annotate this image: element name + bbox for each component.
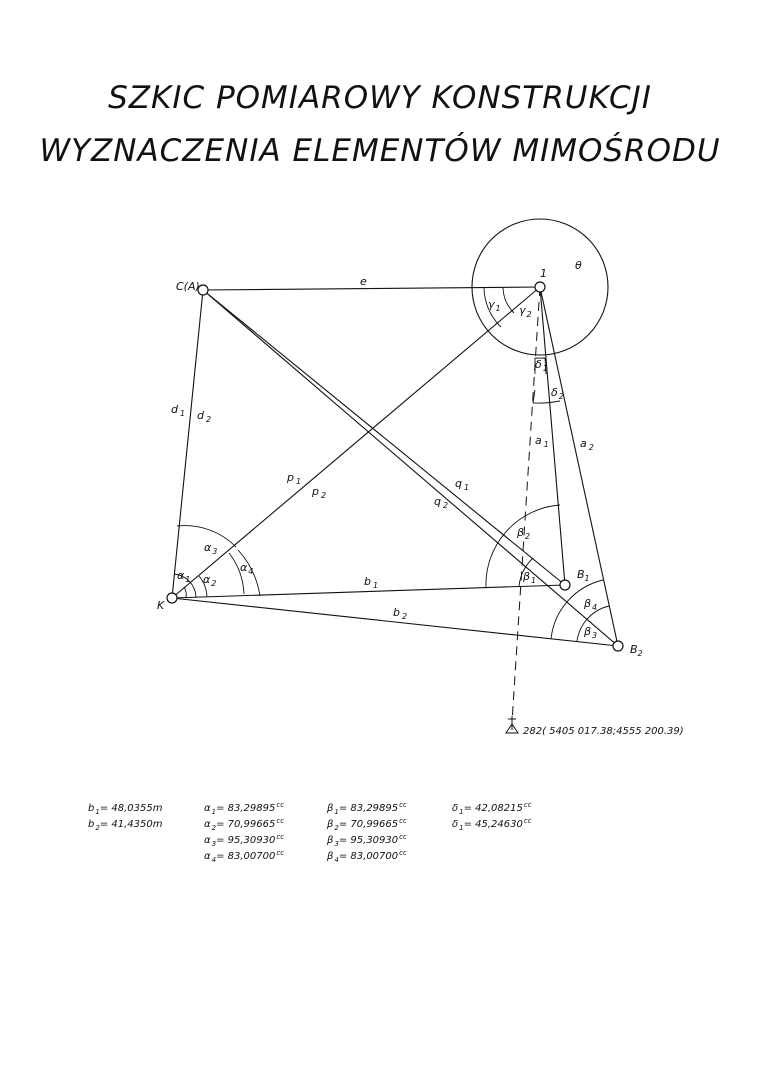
label-point-ca: C(A)	[176, 280, 200, 293]
label-alpha-2: $\alpha_2$	[203, 573, 217, 588]
label-beta-3: $\beta_3$	[584, 625, 598, 640]
line-q1	[203, 290, 565, 585]
title-line-1: SZKIC POMIAROWY KONSTRUKCJI	[108, 80, 652, 116]
arc-alpha-3b	[184, 587, 186, 597]
label-d1: d $_1$	[171, 403, 186, 418]
table-value-col4-2: $\delta_1= 45,24630^{cc}$	[452, 817, 532, 832]
label-a1: a $_1$	[535, 434, 549, 449]
point-k-marker	[167, 593, 177, 603]
arc-delta-2	[533, 401, 560, 403]
line-e	[203, 287, 540, 290]
arc-gamma-2	[503, 288, 514, 313]
table-value-col1-1: $b_1= 48,0355m$	[88, 803, 163, 816]
label-p2: p $_2$	[312, 485, 327, 500]
table-value-col2-1: $\alpha_1= 83,29895^{cc}$	[204, 801, 285, 816]
label-delta-1: $\delta_1$	[535, 358, 548, 373]
table-value-col2-4: $\alpha_4= 83,00700^{cc}$	[204, 849, 285, 864]
table-value-col3-3: $\beta_3= 95,30930^{cc}$	[327, 833, 407, 848]
label-p1: p $_1$	[287, 471, 302, 486]
label-theta: θ	[575, 259, 582, 272]
title-line-2: WYZNACZENIA ELEMENTÓW MIMOŚRODU	[39, 133, 721, 169]
label-point-1: 1	[540, 267, 547, 280]
label-gamma-2: $\gamma_2$	[519, 304, 532, 319]
table-value-col3-2: $\beta_2= 70,99665^{cc}$	[327, 817, 407, 832]
label-b2: b $_2$	[393, 606, 408, 621]
label-q1: q $_1$	[455, 477, 470, 492]
label-beta-2: $\beta_2$	[517, 526, 531, 541]
point-b2-marker	[613, 641, 623, 651]
table-value-col3-1: $\beta_1= 83,29895^{cc}$	[327, 801, 407, 816]
label-beta-1: $\beta_1$	[523, 570, 537, 585]
label-beta-4: $\beta_4$	[584, 597, 598, 612]
line-a2	[540, 287, 618, 646]
line-a1	[540, 287, 565, 585]
dashed-line-control	[512, 287, 540, 722]
table-value-col2-3: $\alpha_3= 95,30930^{cc}$	[204, 833, 285, 848]
values-table	[88, 801, 532, 864]
table-value-col3-4: $\beta_4= 83,00700^{cc}$	[327, 849, 407, 864]
label-alpha-3: $\alpha_3$	[204, 541, 218, 556]
label-point-b2: $B_2$	[630, 643, 643, 658]
point-b1-marker	[560, 580, 570, 590]
line-p	[172, 287, 540, 598]
label-point-k: K	[157, 599, 165, 612]
table-value-col4-1: $\delta_1= 42,08215^{cc}$	[452, 801, 532, 816]
line-q2	[203, 290, 618, 646]
label-d2: d $_2$	[197, 409, 212, 424]
point-1-marker	[535, 282, 545, 292]
label-gamma-1: $\gamma_1$	[488, 298, 501, 313]
line-d	[172, 290, 203, 598]
label-control-point: 282( 5405 017.38;4555 200.39)	[523, 726, 684, 737]
table-value-col2-2: $\alpha_2= 70,99665^{cc}$	[204, 817, 285, 832]
label-b1: b $_1$	[364, 575, 379, 590]
label-delta-2: $\delta_2$	[551, 386, 564, 401]
label-alpha-1: $\alpha_1$	[177, 569, 191, 584]
label-a2: a $_2$	[580, 437, 594, 452]
label-alpha-4: $\alpha_4$	[240, 561, 254, 576]
label-q2: q $_2$	[434, 495, 449, 510]
label-e: e	[360, 275, 367, 288]
table-value-col1-2: $b_2= 41,4350m$	[88, 819, 163, 832]
label-point-b1: $B_1$	[577, 568, 590, 583]
control-point-marker	[506, 716, 518, 733]
